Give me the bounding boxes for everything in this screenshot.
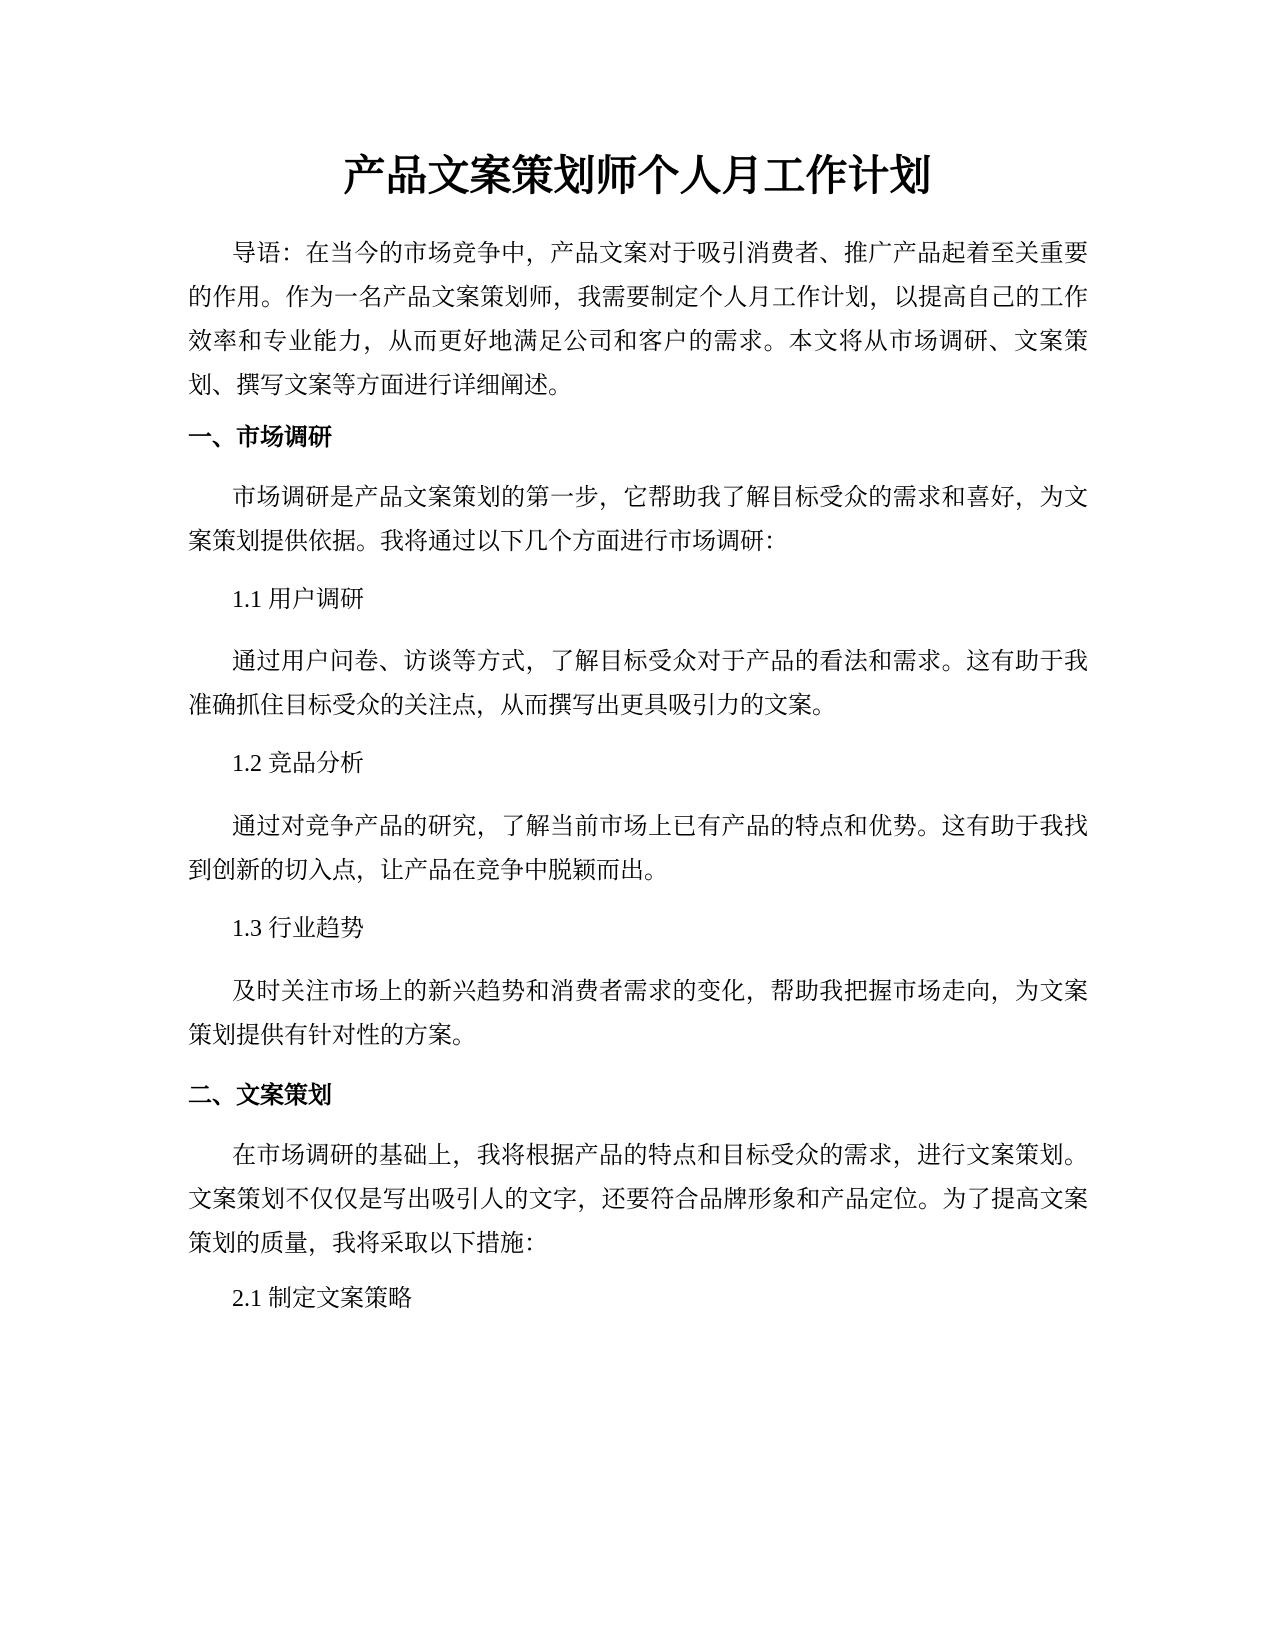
subsection-2-1-title: 2.1 制定文案策略 (232, 1286, 412, 1312)
document-title: 产品文案策划师个人月工作计划 (343, 151, 932, 200)
subsection-1-2-body: 通过对竞争产品的研究，了解当前市场上已有产品的特点和优势。这有助于我找到创新的切入点，让产品在竞争中脱颖而出。 (188, 814, 1088, 884)
section-1-intro: 市场调研是产品文案策划的第一步，它帮助我了解目标受众的需求和喜好，为文案策划提供依据。我将通过以下几个方面进行市场调研： (188, 485, 1088, 555)
subsection-1-3-title: 1.3 行业趋势 (232, 916, 364, 942)
section-2-intro: 在市场调研的基础上，我将根据产品的特点和目标受众的需求，进行文案策划。文案策划不仅仅是写出吸引人的文字，还要符合品牌形象和产品定位。为了提高文案策划的质量，我将采取以下措施： (188, 1143, 1088, 1257)
subsection-1-1-body: 通过用户问卷、访谈等方式，了解目标受众对于产品的看法和需求。这有助于我准确抓住目标受众的关注点，从而撰写出更具吸引力的文案。 (188, 649, 1088, 719)
section-1-heading: 一、市场调研 (188, 423, 332, 451)
section-2-heading: 二、文案策划 (188, 1081, 332, 1109)
subsection-1-1-title: 1.1 用户调研 (232, 587, 364, 613)
intro-paragraph: 导语：在当今的市场竞争中，产品文案对于吸引消费者、推广产品起着至关重要的作用。作为一名产品文案策划师，我需要制定个人月工作计划，以提高自己的工作效率和专业能力，从而更好地满足公司和客户的需求。本文将从市场调研、文案策划、撰写文案等方面进行详细阐述。 (188, 241, 1088, 399)
subsection-1-3-body: 及时关注市场上的新兴趋势和消费者需求的变化，帮助我把握市场走向，为文案策划提供有针对性的方案。 (188, 979, 1088, 1049)
subsection-1-2-title: 1.2 竞品分析 (232, 751, 364, 777)
